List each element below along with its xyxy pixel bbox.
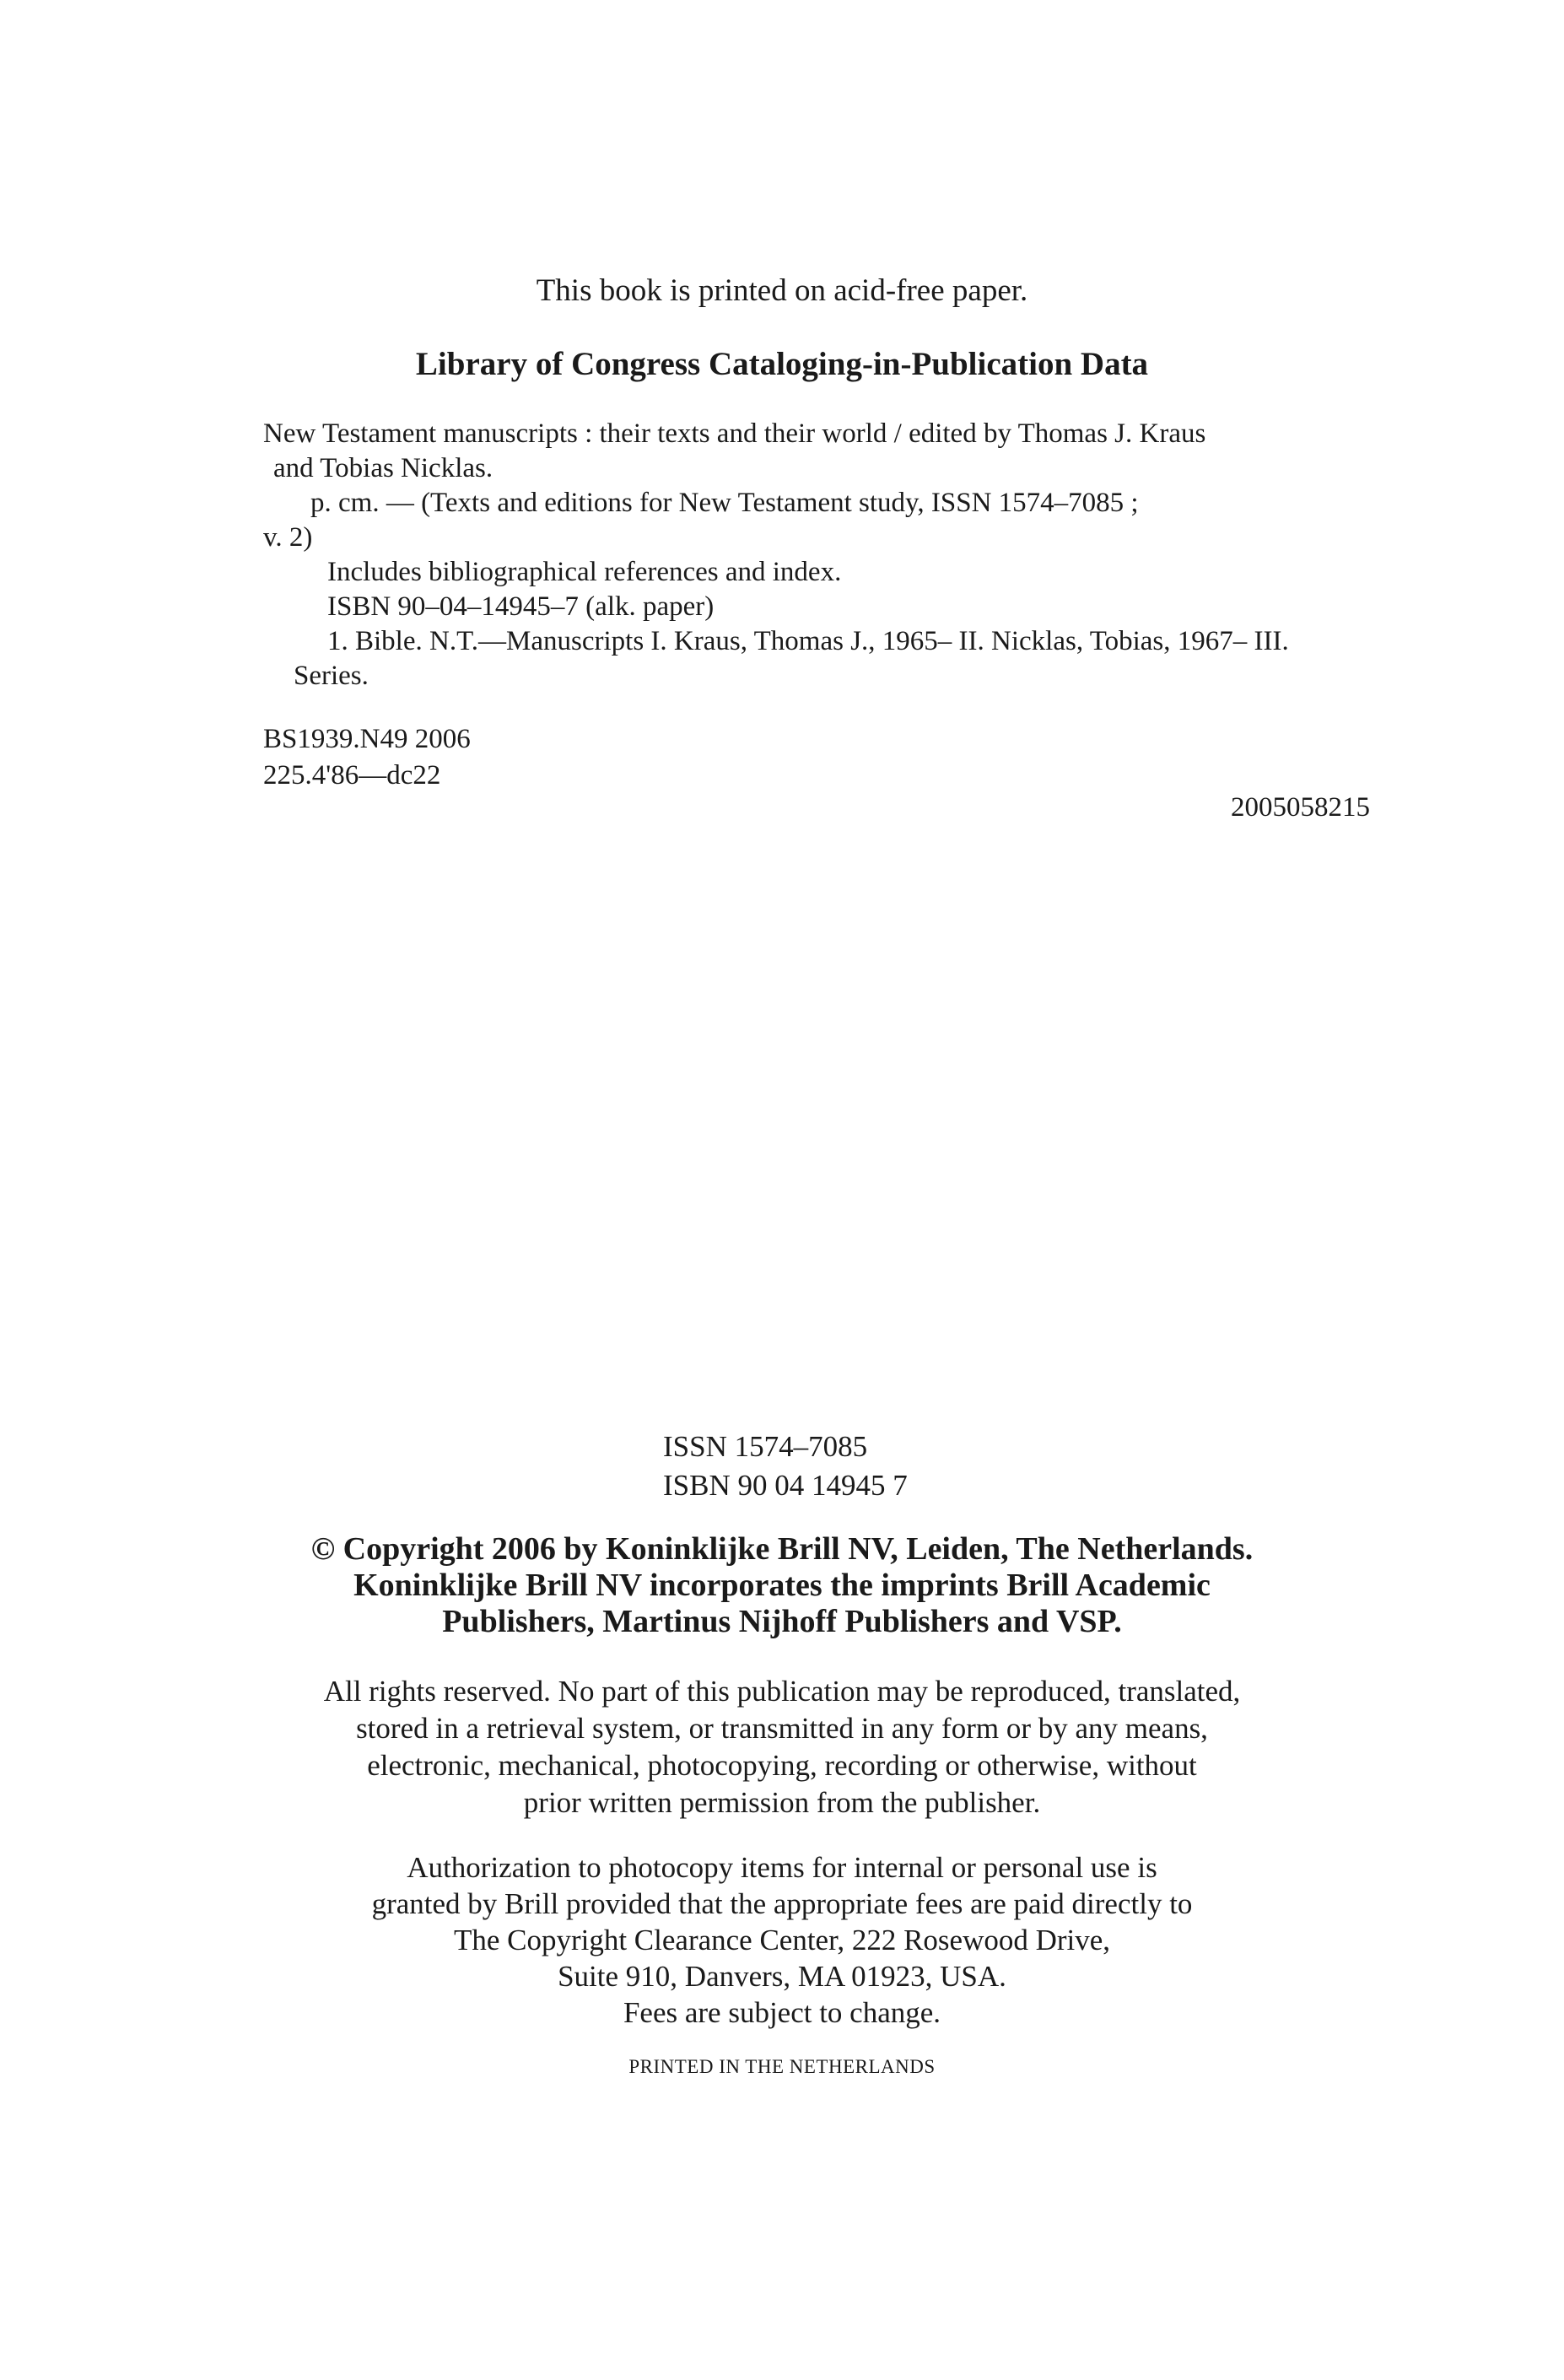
authorization-line: granted by Brill provided that the appropriate fees are paid directly to bbox=[371, 1887, 1193, 1920]
authorization-statement bbox=[0, 1849, 1564, 2031]
authorization-line: The Copyright Clearance Center, 222 Rosewood Drive, bbox=[453, 1924, 1111, 1956]
cip-line-series: p. cm. — (Texts and editions for New Testament study, ISSN 1574–7085 ; bbox=[310, 488, 1139, 518]
call-number: BS1939.N49 2006 bbox=[263, 724, 471, 754]
dewey-number: 225.4'86—dc22 bbox=[263, 760, 441, 791]
cip-line-isbn: ISBN 90–04–14945–7 (alk. paper) bbox=[327, 591, 715, 622]
copyright-line: © Copyright 2006 by Koninklijke Brill NV, Leiden, The Netherlands. bbox=[310, 1531, 1254, 1567]
rights-line: stored in a retrieval system, or transmitted in any form or by any means, bbox=[356, 1712, 1208, 1745]
issn: ISSN 1574–7085 bbox=[663, 1430, 868, 1463]
rights-line: prior written permission from the publisher. bbox=[523, 1786, 1041, 1819]
rights-line: electronic, mechanical, photocopying, recording or otherwise, without bbox=[367, 1749, 1197, 1782]
cip-line-editors: and Tobias Nicklas. bbox=[273, 453, 493, 483]
call-number-block bbox=[263, 721, 471, 794]
rights-statement bbox=[0, 1673, 1564, 1821]
cip-heading: Library of Congress Cataloging-in-Publication Data bbox=[415, 346, 1149, 382]
cip-line-0: New Testament manuscripts : their texts and their world / edited by Thomas J. Kraus bbox=[263, 418, 1206, 449]
cip-line-includes: Includes bibliographical references and index. bbox=[327, 557, 842, 587]
authorization-line: Fees are subject to change. bbox=[623, 1996, 941, 2029]
cip-line-subjects: 1. Bible. N.T.—Manuscripts I. Kraus, Thomas J., 1965– II. Nicklas, Tobias, 1967– III. bbox=[327, 626, 1289, 656]
isbn: ISBN 90 04 14945 7 bbox=[663, 1469, 908, 1502]
cip-line-volume: v. 2) bbox=[263, 522, 313, 553]
authorization-line: Suite 910, Danvers, MA 01923, USA. bbox=[558, 1960, 1006, 1993]
copyright-notice bbox=[0, 1531, 1564, 1640]
printed-in-notice: PRINTED IN THE NETHERLANDS bbox=[628, 2056, 936, 2077]
authorization-line: Authorization to photocopy items for internal or personal use is bbox=[407, 1851, 1157, 1884]
acid-free-notice: This book is printed on acid-free paper. bbox=[536, 273, 1028, 308]
cip-line-title bbox=[263, 416, 1370, 451]
copyright-line: Publishers, Martinus Nijhoff Publishers and VSP. bbox=[442, 1604, 1122, 1639]
lccn-number: 2005058215 bbox=[1231, 792, 1370, 823]
identifiers-block bbox=[663, 1427, 908, 1505]
cip-line-series-end: Series. bbox=[294, 661, 369, 691]
cip-record bbox=[263, 416, 1370, 693]
copyright-line: Koninklijke Brill NV incorporates the imprints Brill Academic bbox=[353, 1568, 1211, 1603]
rights-line: All rights reserved. No part of this publication may be reproduced, translated, bbox=[323, 1675, 1241, 1708]
